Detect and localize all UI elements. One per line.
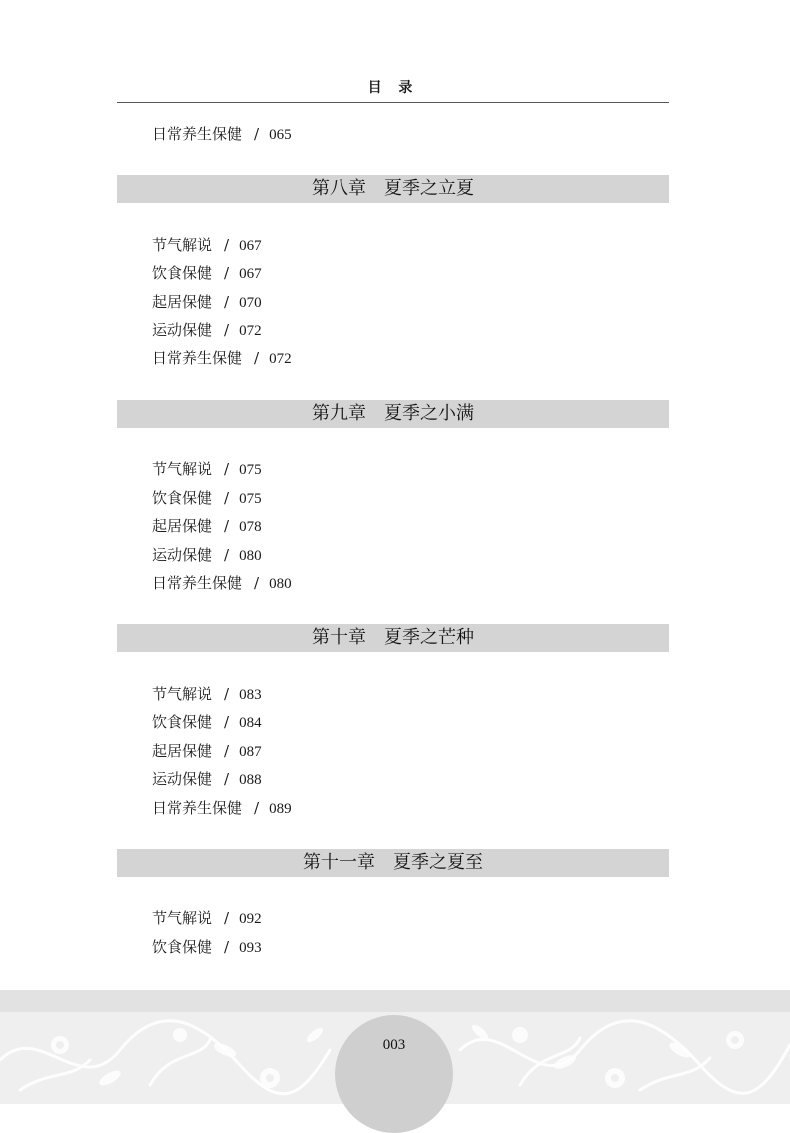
toc-entry[interactable] (152, 741, 262, 762)
toc-entry-label: 节气解说 (152, 685, 213, 703)
toc-entry-label: 饮食保健 (152, 713, 213, 731)
toc-entry-separator: / (254, 349, 260, 367)
toc-entry-page: 087 (239, 744, 262, 760)
toc-entry-page: 078 (239, 519, 262, 535)
toc-entry-page: 075 (239, 491, 262, 507)
toc-entry-label: 节气解说 (152, 236, 213, 254)
running-header (117, 78, 669, 103)
toc-entry-label: 饮食保健 (152, 264, 213, 282)
toc-entry-label: 日常养生保健 (152, 574, 243, 592)
toc-entry-separator: / (224, 546, 230, 564)
toc-entry-separator: / (254, 574, 260, 592)
toc-entry-label: 节气解说 (152, 909, 213, 927)
toc-entry-label: 日常养生保健 (152, 349, 243, 367)
chapter-title: 夏季之芒种 (384, 627, 474, 648)
toc-entry[interactable] (152, 516, 262, 537)
toc-entry-separator: / (224, 460, 230, 478)
toc-entry-label: 起居保健 (152, 517, 213, 535)
toc-entry-separator: / (224, 742, 230, 760)
chapter-heading[interactable] (117, 175, 669, 203)
toc-entry[interactable] (152, 573, 292, 594)
chapter-heading[interactable] (117, 624, 669, 652)
toc-entry-page: 088 (239, 772, 262, 788)
toc-entry[interactable] (152, 798, 292, 819)
toc-entry-separator: / (224, 489, 230, 507)
toc-entry-page: 072 (269, 351, 292, 367)
toc-entry-label: 运动保健 (152, 770, 213, 788)
toc-entry-label: 日常养生保健 (152, 799, 243, 817)
toc-entry-page: 075 (239, 462, 262, 478)
toc-entry-page: 065 (269, 127, 292, 143)
toc-entry-page: 067 (239, 238, 262, 254)
toc-entry-separator: / (254, 125, 260, 143)
chapter-number: 第八章 (312, 178, 366, 199)
toc-entry[interactable] (152, 124, 292, 145)
toc-entry[interactable] (152, 292, 262, 313)
toc-entry-label: 饮食保健 (152, 489, 213, 507)
toc-entry-separator: / (224, 938, 230, 956)
chapter-number: 第十一章 (303, 852, 375, 873)
toc-entry-label: 起居保健 (152, 293, 213, 311)
toc-entry-separator: / (224, 236, 230, 254)
toc-entry[interactable] (152, 263, 262, 284)
toc-entry-label: 日常养生保健 (152, 125, 243, 143)
toc-entry-page: 093 (239, 940, 262, 956)
toc-entry-separator: / (224, 713, 230, 731)
chapter-title: 夏季之小满 (384, 403, 474, 424)
toc-entry[interactable] (152, 769, 262, 790)
toc-entry-separator: / (224, 264, 230, 282)
toc-entry[interactable] (152, 320, 262, 341)
toc-entry-label: 节气解说 (152, 460, 213, 478)
toc-entry-separator: / (224, 321, 230, 339)
toc-entry-separator: / (224, 517, 230, 535)
toc-entry-separator: / (224, 685, 230, 703)
toc-entry-label: 运动保健 (152, 321, 213, 339)
toc-entry[interactable] (152, 684, 262, 705)
toc-entry[interactable] (152, 459, 262, 480)
toc-entry-page: 083 (239, 687, 262, 703)
header-title: 目 录 (367, 80, 419, 96)
toc-entry-separator: / (254, 799, 260, 817)
toc-entry[interactable] (152, 235, 262, 256)
toc-entry[interactable] (152, 712, 262, 733)
toc-entry-page: 080 (239, 548, 262, 564)
toc-entry-page: 072 (239, 323, 262, 339)
toc-entry-label: 饮食保健 (152, 938, 213, 956)
toc-entry[interactable] (152, 908, 262, 929)
toc-entry-page: 084 (239, 715, 262, 731)
page-number: 003 (382, 1037, 406, 1053)
toc-entry[interactable] (152, 488, 262, 509)
chapter-title: 夏季之立夏 (384, 178, 474, 199)
toc-entry[interactable] (152, 348, 292, 369)
toc-entry-separator: / (224, 770, 230, 788)
toc-entry-page: 067 (239, 266, 262, 282)
toc-entry[interactable] (152, 937, 262, 958)
toc-entry-label: 运动保健 (152, 546, 213, 564)
chapter-number: 第十章 (312, 627, 366, 648)
toc-entry-separator: / (224, 909, 230, 927)
toc-entry-label: 起居保健 (152, 742, 213, 760)
chapter-heading[interactable] (117, 400, 669, 428)
toc-entry-page: 092 (239, 911, 262, 927)
page-number-disc (335, 1015, 453, 1133)
chapter-title: 夏季之夏至 (393, 852, 483, 873)
chapter-number: 第九章 (312, 403, 366, 424)
toc-entry-page: 070 (239, 295, 262, 311)
toc-entry-page: 089 (269, 801, 292, 817)
toc-entry[interactable] (152, 545, 262, 566)
toc-entry-page: 080 (269, 576, 292, 592)
toc-entry-separator: / (224, 293, 230, 311)
chapter-heading[interactable] (117, 849, 669, 877)
